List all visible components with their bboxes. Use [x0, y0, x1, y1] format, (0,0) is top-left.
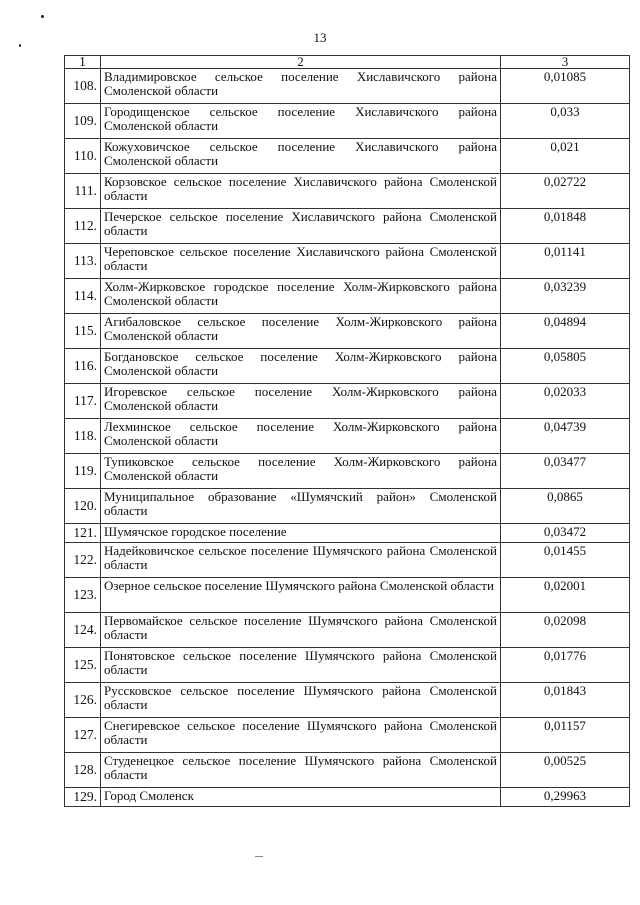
row-number: 114. [65, 279, 101, 314]
row-name: Студенецкое сельское поселение Шумячского района Смоленской области [101, 753, 501, 788]
row-value: 0,01085 [501, 69, 630, 104]
row-name: Первомайское сельское поселение Шумячского района Смоленской области [101, 613, 501, 648]
row-value: 0,021 [501, 139, 630, 174]
row-value: 0,29963 [501, 788, 630, 807]
table-row [65, 384, 630, 419]
row-name: Снегиревское сельское поселение Шумячского района Смоленской области [101, 718, 501, 753]
row-value: 0,01455 [501, 543, 630, 578]
page-number: 13 [313, 30, 327, 45]
row-name: Понятовское сельское поселение Шумячского района Смоленской области [101, 648, 501, 683]
table-row [65, 753, 630, 788]
row-value: 0,02001 [501, 578, 630, 613]
table-row [65, 174, 630, 209]
row-name: Богдановское сельское поселение Холм-Жирковского района Смоленской области [101, 349, 501, 384]
row-number: 119. [65, 454, 101, 489]
row-number: 109. [65, 104, 101, 139]
row-name: Муниципальное образование «Шумячский район» Смоленской области [101, 489, 501, 524]
row-name: Руссковское сельское поселение Шумячского района Смоленской области [101, 683, 501, 718]
row-number: 123. [65, 578, 101, 613]
row-name: Шумячское городское поселение [101, 524, 501, 543]
row-value: 0,02098 [501, 613, 630, 648]
table-row [65, 683, 630, 718]
row-name: Череповское сельское поселение Хиславичского района Смоленской области [101, 244, 501, 279]
row-value: 0,03239 [501, 279, 630, 314]
row-value: 0,033 [501, 104, 630, 139]
row-number: 128. [65, 753, 101, 788]
row-value: 0,04739 [501, 419, 630, 454]
table-row [65, 104, 630, 139]
header-col-2: 2 [101, 56, 501, 69]
row-value: 0,03477 [501, 454, 630, 489]
row-value: 0,01843 [501, 683, 630, 718]
row-name: Печерское сельское поселение Хиславичского района Смоленской области [101, 209, 501, 244]
table-row [65, 524, 630, 543]
row-value: 0,01141 [501, 244, 630, 279]
row-name: Игоревское сельское поселение Холм-Жирковского района Смоленской области [101, 384, 501, 419]
row-value: 0,02033 [501, 384, 630, 419]
row-number: 120. [65, 489, 101, 524]
header-col-3: 3 [501, 56, 630, 69]
row-name: Кожуховичское сельское поселение Хиславичского района Смоленской области [101, 139, 501, 174]
table-row [65, 613, 630, 648]
table-row [65, 648, 630, 683]
row-number: 125. [65, 648, 101, 683]
row-value: 0,00525 [501, 753, 630, 788]
scan-speck [41, 15, 44, 18]
row-value: 0,01157 [501, 718, 630, 753]
row-number: 113. [65, 244, 101, 279]
table-row [65, 209, 630, 244]
row-number: 117. [65, 384, 101, 419]
row-name: Владимировское сельское поселение Хиславичского района Смоленской области [101, 69, 501, 104]
header-col-1: 1 [65, 56, 101, 69]
table-row [65, 578, 630, 613]
row-name: Лехминское сельское поселение Холм-Жирковского района Смоленской области [101, 419, 501, 454]
table-row [65, 69, 630, 104]
row-value: 0,02722 [501, 174, 630, 209]
table-row [65, 489, 630, 524]
table-row [65, 139, 630, 174]
row-number: 115. [65, 314, 101, 349]
table-row [65, 244, 630, 279]
table-row [65, 543, 630, 578]
row-name: Городищенское сельское поселение Хиславичского района Смоленской области [101, 104, 501, 139]
row-number: 124. [65, 613, 101, 648]
row-number: 108. [65, 69, 101, 104]
row-value: 0,01848 [501, 209, 630, 244]
row-number: 118. [65, 419, 101, 454]
row-number: 122. [65, 543, 101, 578]
allocation-table [64, 55, 630, 807]
table-row [65, 314, 630, 349]
row-number: 127. [65, 718, 101, 753]
row-name: Тупиковское сельское поселение Холм-Жирковского района Смоленской области [101, 454, 501, 489]
row-number: 112. [65, 209, 101, 244]
row-name: Холм-Жирковское городское поселение Холм-Жирковского района Смоленской области [101, 279, 501, 314]
row-number: 110. [65, 139, 101, 174]
table-row [65, 788, 630, 807]
table-row [65, 454, 630, 489]
table-row [65, 718, 630, 753]
row-value: 0,05805 [501, 349, 630, 384]
row-name: Надейковичское сельское поселение Шумячского района Смоленской области [101, 543, 501, 578]
row-name: Озерное сельское поселение Шумячского района Смоленской области [101, 578, 501, 613]
row-value: 0,0865 [501, 489, 630, 524]
row-value: 0,04894 [501, 314, 630, 349]
row-number: 121. [65, 524, 101, 543]
row-number: 111. [65, 174, 101, 209]
row-number: 126. [65, 683, 101, 718]
table-row [65, 279, 630, 314]
footer-mark [255, 856, 263, 857]
row-number: 129. [65, 788, 101, 807]
row-name: Корзовское сельское поселение Хиславичского района Смоленской области [101, 174, 501, 209]
row-name: Агибаловское сельское поселение Холм-Жирковского района Смоленской области [101, 314, 501, 349]
table-header-row [65, 56, 630, 69]
row-name: Город Смоленск [101, 788, 501, 807]
row-value: 0,03472 [501, 524, 630, 543]
row-value: 0,01776 [501, 648, 630, 683]
row-number: 116. [65, 349, 101, 384]
table-row [65, 419, 630, 454]
table-row [65, 349, 630, 384]
